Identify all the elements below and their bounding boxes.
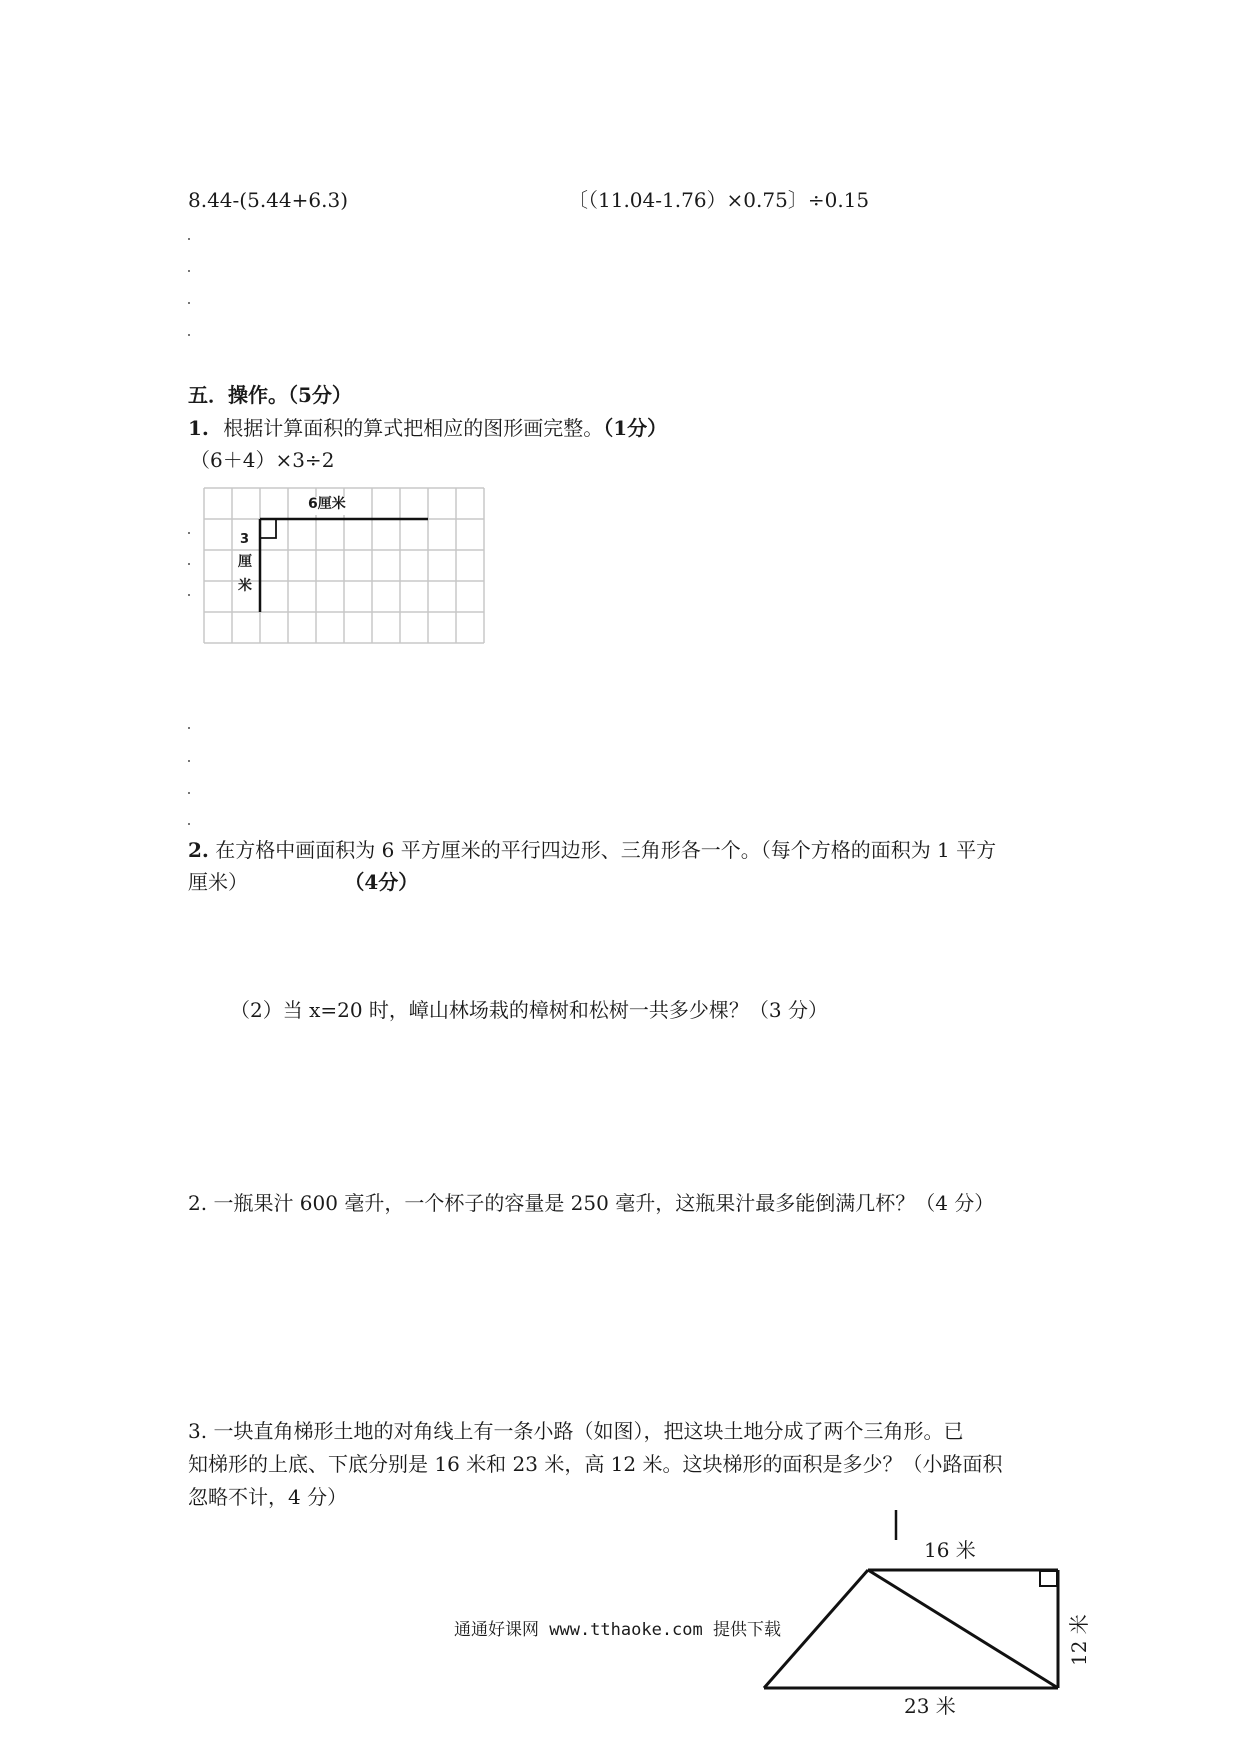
question-number: 2. [188, 838, 209, 862]
grid-label-top: 6厘米 [308, 496, 346, 512]
trapezoid-bottom-label: 23 米 [904, 1694, 956, 1718]
sub-question-2: （2）当 x=20 时，嶂山林场栽的樟树和松树一共多少棵？（3 分） [230, 998, 829, 1022]
juice-question: 2. 一瓶果汁 600 毫升，一个杯子的容量是 250 毫升，这瓶果汁最多能倒满几杯？（4 分） [188, 1191, 995, 1215]
formula: （6＋4）×3÷2 [190, 448, 335, 472]
trapezoid-shape [764, 1570, 1058, 1688]
footer-watermark: 通通好课网 www.tthaoke.com 提供下载 [454, 1620, 781, 1640]
grid-label-side-3: 米 [238, 578, 252, 594]
question-score: （4分） [344, 870, 419, 894]
question-text: 在方格中画面积为 6 平方厘米的平行四边形、三角形各一个。（每个方格的面积为 1 平方 [215, 838, 997, 862]
question-number: 1. [188, 416, 209, 440]
trapezoid-question-line-3: 忽略不计，4 分） [188, 1485, 348, 1509]
trapezoid-top-label: 16 米 [924, 1538, 976, 1562]
expression-1: 8.44-(5.44+6.3) [188, 188, 348, 212]
question-score: （1分） [603, 416, 668, 440]
question-text: 厘米） [188, 870, 248, 894]
right-angle-mark [1040, 1571, 1057, 1586]
trapezoid-question-line-1: 3. 一块直角梯形土地的对角线上有一条小路（如图），把这块土地分成了两个三角形。已 [188, 1419, 964, 1443]
expression-2: 〔（11.04-1.76）×0.75〕÷0.15 [568, 188, 870, 212]
section-title: 五．操作。（5分） [188, 383, 352, 407]
grid-label-side-2: 厘 [238, 554, 252, 570]
question-text: 根据计算面积的算式把相应的图形画完整。 [223, 416, 604, 440]
trapezoid-height-label: 12 米 [1067, 1614, 1091, 1666]
grid-label-side-1: 3 [240, 532, 250, 547]
trapezoid-question-line-2: 知梯形的上底、下底分别是 16 米和 23 米，高 12 米。这块梯形的面积是多少？（小路面积 [188, 1452, 1003, 1476]
